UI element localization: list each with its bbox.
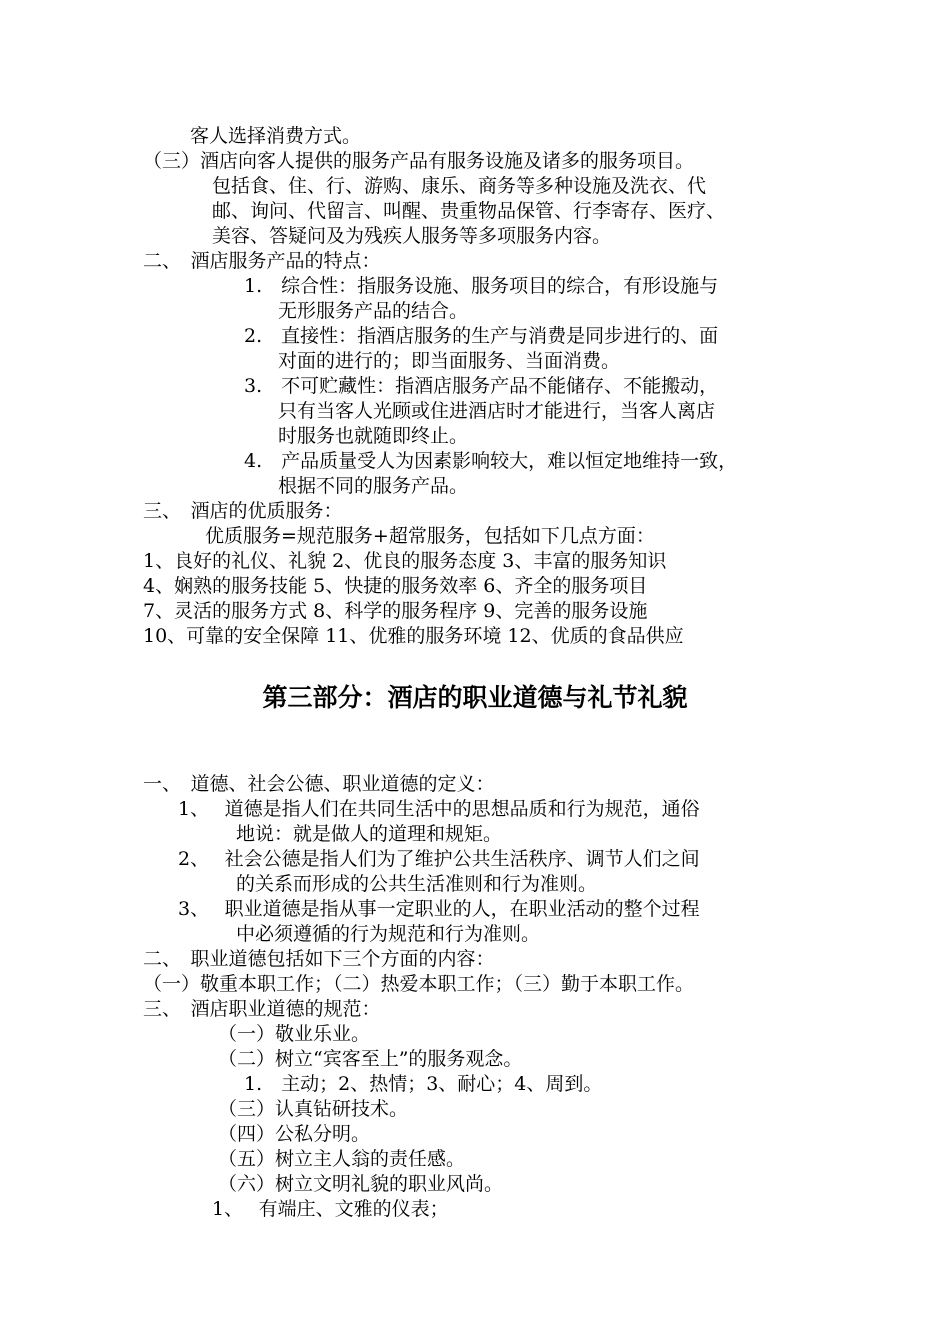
text-line: 邮、询问、代留言、叫醒、贵重物品保管、行李寄存、医疗、: [212, 200, 726, 222]
text-line: 无形服务产品的结合。: [278, 300, 469, 322]
text-line: 包括食、住、行、游购、康乐、商务等多种设施及洗衣、代: [212, 175, 707, 197]
list-item: 3. 不可贮藏性：指酒店服务产品不能储存、不能搬动，: [244, 375, 719, 397]
list-item: 1、 有端庄、文雅的仪表；: [212, 1198, 449, 1220]
text-line: （一）敬重本职工作；（二）热爱本职工作；（三）勤于本职工作。: [143, 973, 695, 995]
text-line: 4、娴熟的服务技能 5、快捷的服务效率 6、齐全的服务项目: [143, 575, 648, 597]
list-item: 2. 直接性：指酒店服务的生产与消费是同步进行的、面: [244, 325, 719, 347]
text-line: 根据不同的服务产品。: [278, 475, 469, 497]
text-line: 地说：就是做人的道理和规矩。: [236, 823, 503, 845]
list-heading: 二、 职业道德包括如下三个方面的内容：: [143, 948, 495, 970]
text-line: 10、可靠的安全保障 11、优雅的服务环境 12、优质的食品供应: [143, 625, 684, 647]
text-line: 的关系而形成的公共生活准则和行为准则。: [236, 873, 598, 895]
list-item: （五）树立主人翁的责任感。: [218, 1148, 466, 1170]
list-item: （二）树立“宾客至上”的服务观念。: [218, 1048, 523, 1070]
list-item: 2、 社会公德是指人们为了维护公共生活秩序、调节人们之间: [178, 848, 700, 870]
text-line: 7、灵活的服务方式 8、科学的服务程序 9、完善的服务设施: [143, 600, 648, 622]
list-item: 3、 职业道德是指从事一定职业的人，在职业活动的整个过程: [178, 898, 700, 920]
list-item: （一）敬业乐业。: [218, 1023, 371, 1045]
text-line: 中必须遵循的行为规范和行为准则。: [236, 923, 541, 945]
list-item: 1. 主动；2、热情；3、耐心；4、周到。: [244, 1073, 603, 1095]
list-item: （四）公私分明。: [218, 1123, 371, 1145]
list-item: 4. 产品质量受人为因素影响较大，难以恒定地维持一致，: [244, 450, 738, 472]
text-line: 时服务也就随即终止。: [278, 425, 469, 447]
text-line: 美容、答疑问及为残疾人服务等多项服务内容。: [212, 225, 612, 247]
list-heading: 二、 酒店服务产品的特点：: [143, 250, 381, 272]
list-item: 1、 道德是指人们在共同生活中的思想品质和行为规范，通俗: [178, 798, 700, 820]
text-line: 优质服务=规范服务+超常服务，包括如下几点方面：: [205, 525, 655, 547]
section-title: 第三部分：酒店的职业道德与礼节礼貌: [262, 683, 688, 712]
text-line: 客人选择消费方式。: [190, 125, 362, 147]
list-heading: 三、 酒店的优质服务：: [143, 500, 343, 522]
list-item: （六）树立文明礼貌的职业风尚。: [218, 1173, 504, 1195]
list-item: 1. 综合性：指服务设施、服务项目的综合，有形设施与: [244, 275, 719, 297]
text-line: 1、良好的礼仪、礼貌 2、优良的服务态度 3、丰富的服务知识: [143, 550, 667, 572]
list-item: （三）认真钻研技术。: [218, 1098, 409, 1120]
list-heading: 三、 酒店职业道德的规范：: [143, 998, 381, 1020]
list-heading: 一、 道德、社会公德、职业道德的定义：: [143, 773, 495, 795]
text-line: 只有当客人光顾或住进酒店时才能进行，当客人离店: [278, 400, 716, 422]
text-line: （三）酒店向客人提供的服务产品有服务设施及诸多的服务项目。: [143, 150, 695, 172]
text-line: 对面的进行的；即当面服务、当面消费。: [278, 350, 621, 372]
